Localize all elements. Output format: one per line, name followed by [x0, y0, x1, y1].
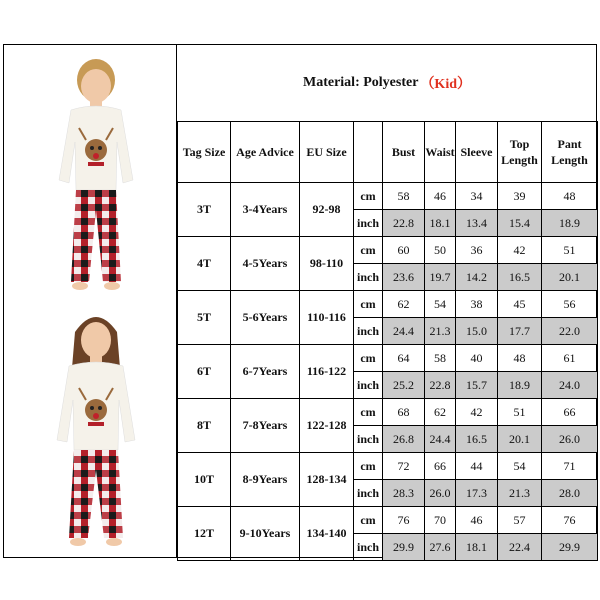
- measure-cell-cm: 45: [498, 291, 542, 318]
- measure-cell-cm: 46: [425, 183, 456, 210]
- measure-cell-inch: 21.3: [498, 480, 542, 507]
- measure-cell-inch: 27.6: [425, 534, 456, 561]
- measure-cell-cm: 58: [425, 345, 456, 372]
- tag-size-cell: 4T: [178, 237, 231, 291]
- unit-cell-inch: inch: [354, 372, 383, 399]
- column-header-tag-size: Tag Size: [178, 122, 231, 183]
- unit-cell-inch: inch: [354, 534, 383, 561]
- measure-cell-inch: 21.3: [425, 318, 456, 345]
- table-row: [178, 237, 598, 264]
- boy-in-reindeer-pajamas-photo: [53, 50, 139, 296]
- measure-cell-cm: 46: [456, 507, 498, 534]
- unit-cell-cm: cm: [354, 183, 383, 210]
- measure-cell-inch: 13.4: [456, 210, 498, 237]
- measure-cell-inch: 17.7: [498, 318, 542, 345]
- measure-cell-cm: 70: [425, 507, 456, 534]
- measure-cell-inch: 22.8: [383, 210, 425, 237]
- measure-cell-cm: 58: [383, 183, 425, 210]
- table-row: [178, 291, 598, 318]
- measure-cell-inch: 16.5: [498, 264, 542, 291]
- model-photo-column: [3, 44, 177, 558]
- table-row: [178, 183, 598, 210]
- column-header-top-length: Top Length: [498, 122, 542, 183]
- table-row: [178, 453, 598, 480]
- measure-cell-inch: 22.8: [425, 372, 456, 399]
- unit-cell-inch: inch: [354, 426, 383, 453]
- measure-cell-inch: 24.0: [542, 372, 598, 399]
- column-header-unit: [354, 122, 383, 183]
- unit-cell-inch: inch: [354, 318, 383, 345]
- column-header-sleeve: Sleeve: [456, 122, 498, 183]
- unit-cell-cm: cm: [354, 345, 383, 372]
- measure-cell-inch: 28.0: [542, 480, 598, 507]
- tag-size-cell: 5T: [178, 291, 231, 345]
- measure-cell-inch: 15.0: [456, 318, 498, 345]
- measure-cell-cm: 76: [542, 507, 598, 534]
- table-row: [178, 399, 598, 426]
- measure-cell-cm: 61: [542, 345, 598, 372]
- column-header-pant-length: Pant Length: [542, 122, 598, 183]
- measure-cell-cm: 34: [456, 183, 498, 210]
- unit-cell-inch: inch: [354, 264, 383, 291]
- measure-cell-cm: 42: [498, 237, 542, 264]
- age-advice-cell: 5-6Years: [231, 291, 300, 345]
- unit-cell-cm: cm: [354, 507, 383, 534]
- measure-cell-cm: 48: [498, 345, 542, 372]
- girl-in-reindeer-pajamas-photo: [53, 302, 139, 550]
- column-header-waist: Waist: [425, 122, 456, 183]
- age-advice-cell: 7-8Years: [231, 399, 300, 453]
- eu-size-cell: 110-116: [300, 291, 354, 345]
- eu-size-cell: 128-134: [300, 453, 354, 507]
- unit-cell-cm: cm: [354, 237, 383, 264]
- measure-cell-inch: 19.7: [425, 264, 456, 291]
- eu-size-cell: 122-128: [300, 399, 354, 453]
- measure-cell-cm: 66: [542, 399, 598, 426]
- unit-cell-inch: inch: [354, 210, 383, 237]
- measure-cell-inch: 18.9: [498, 372, 542, 399]
- measure-cell-cm: 40: [456, 345, 498, 372]
- eu-size-cell: 116-122: [300, 345, 354, 399]
- age-advice-cell: 3-4Years: [231, 183, 300, 237]
- unit-cell-cm: cm: [354, 399, 383, 426]
- measure-cell-cm: 62: [383, 291, 425, 318]
- measure-cell-cm: 42: [456, 399, 498, 426]
- measure-cell-inch: 18.9: [542, 210, 598, 237]
- measure-cell-cm: 71: [542, 453, 598, 480]
- tag-size-cell: 6T: [178, 345, 231, 399]
- age-advice-cell: 8-9Years: [231, 453, 300, 507]
- measure-cell-inch: 29.9: [383, 534, 425, 561]
- measure-cell-cm: 64: [383, 345, 425, 372]
- measure-cell-cm: 72: [383, 453, 425, 480]
- table-row: [178, 345, 598, 372]
- measure-cell-cm: 62: [425, 399, 456, 426]
- measure-cell-inch: 14.2: [456, 264, 498, 291]
- measure-cell-cm: 68: [383, 399, 425, 426]
- measure-cell-inch: 29.9: [542, 534, 598, 561]
- measure-cell-cm: 44: [456, 453, 498, 480]
- tag-size-cell: 3T: [178, 183, 231, 237]
- header-row: [178, 122, 598, 183]
- measure-cell-cm: 50: [425, 237, 456, 264]
- unit-cell-cm: cm: [354, 453, 383, 480]
- eu-size-cell: 134-140: [300, 507, 354, 561]
- measure-cell-cm: 39: [498, 183, 542, 210]
- age-advice-cell: 9-10Years: [231, 507, 300, 561]
- measure-cell-cm: 76: [383, 507, 425, 534]
- measure-cell-inch: 22.0: [542, 318, 598, 345]
- measure-cell-inch: 23.6: [383, 264, 425, 291]
- tag-size-cell: 12T: [178, 507, 231, 561]
- table-row: [178, 507, 598, 534]
- age-advice-cell: 6-7Years: [231, 345, 300, 399]
- measure-cell-cm: 66: [425, 453, 456, 480]
- eu-size-cell: 92-98: [300, 183, 354, 237]
- measure-cell-inch: 24.4: [425, 426, 456, 453]
- size-table: [177, 121, 598, 561]
- unit-cell-inch: inch: [354, 480, 383, 507]
- measure-cell-cm: 51: [498, 399, 542, 426]
- chart-title: [177, 44, 597, 122]
- measure-cell-inch: 20.1: [542, 264, 598, 291]
- column-header-bust: Bust: [383, 122, 425, 183]
- tag-size-cell: 10T: [178, 453, 231, 507]
- material-label: Material: Polyester: [302, 74, 419, 90]
- measure-cell-inch: 15.4: [498, 210, 542, 237]
- column-header-age-advice: Age Advice: [231, 122, 300, 183]
- unit-cell-cm: cm: [354, 291, 383, 318]
- age-advice-cell: 4-5Years: [231, 237, 300, 291]
- measure-cell-cm: 57: [498, 507, 542, 534]
- measure-cell-inch: 17.3: [456, 480, 498, 507]
- measure-cell-inch: 26.0: [425, 480, 456, 507]
- measure-cell-inch: 26.0: [542, 426, 598, 453]
- column-header-eu-size: EU Size: [300, 122, 354, 183]
- measure-cell-cm: 38: [456, 291, 498, 318]
- measure-cell-cm: 48: [542, 183, 598, 210]
- measure-cell-cm: 56: [542, 291, 598, 318]
- measure-cell-inch: 26.8: [383, 426, 425, 453]
- measure-cell-cm: 60: [383, 237, 425, 264]
- eu-size-cell: 98-110: [300, 237, 354, 291]
- measure-cell-cm: 51: [542, 237, 598, 264]
- measure-cell-inch: 18.1: [456, 534, 498, 561]
- measure-cell-cm: 54: [425, 291, 456, 318]
- kid-label: （Kid）: [420, 76, 472, 92]
- measure-cell-inch: 25.2: [383, 372, 425, 399]
- measure-cell-cm: 54: [498, 453, 542, 480]
- measure-cell-inch: 18.1: [425, 210, 456, 237]
- measure-cell-inch: 22.4: [498, 534, 542, 561]
- measure-cell-inch: 28.3: [383, 480, 425, 507]
- measure-cell-inch: 15.7: [456, 372, 498, 399]
- measure-cell-inch: 24.4: [383, 318, 425, 345]
- measure-cell-inch: 20.1: [498, 426, 542, 453]
- measure-cell-inch: 16.5: [456, 426, 498, 453]
- tag-size-cell: 8T: [178, 399, 231, 453]
- measure-cell-cm: 36: [456, 237, 498, 264]
